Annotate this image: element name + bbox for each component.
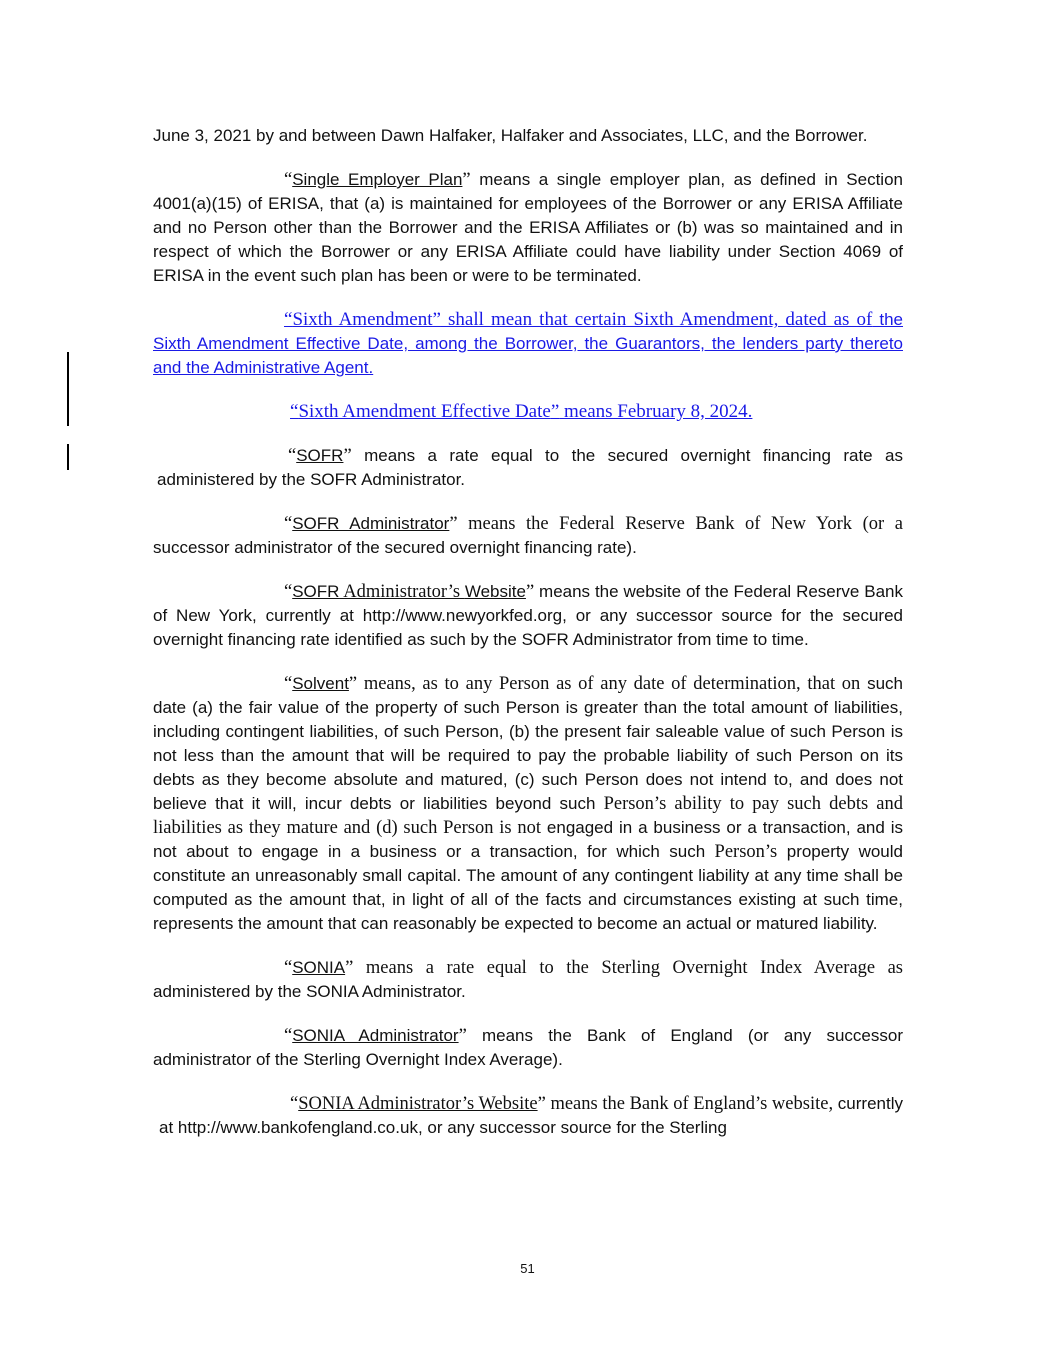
definition-sonia-administrators-website: “SONIA Administrator’s Website” means the Bank of England’s website, currently at http://www.bankofengland.co.uk, or any successor source for the Sterling bbox=[159, 1094, 903, 1137]
defined-term: Single Employer Plan bbox=[292, 170, 463, 189]
revision-change-bar bbox=[67, 352, 69, 426]
definition-sofr-administrator: “SOFR Administrator” means the Federal Reserve Bank of New York (or a successor administrator of the secured overnight financing rate). bbox=[153, 514, 904, 557]
definition-sixth-amendment-effective-date: “Sixth Amendment Effective Date” means February 8, 2024. bbox=[290, 401, 753, 422]
carryover-paragraph: June 3, 2021 by and between Dawn Halfaker, Halfaker and Associates, LLC, and the Borrower. bbox=[153, 126, 868, 145]
revision-change-bar bbox=[67, 444, 69, 470]
document-page bbox=[153, 124, 903, 1160]
definition-sixth-amendment: “Sixth Amendment” shall mean that certain Sixth Amendment, dated as of the Sixth Amendment Effective Date, among the Borrower, the Guarantors, the lenders party thereto and the Administrative Agent. bbox=[153, 309, 904, 377]
definition-sofr-administrators-website: “SOFR Administrator’s Website” means the website of the Federal Reserve Bank of New York, currently at http://www.newyorkfed.org, or any successor source for the secured overnight financing rate identified as such by the SOFR Administrator from time to time. bbox=[153, 582, 904, 649]
defined-term: SOFR Administrator’s Website bbox=[292, 582, 526, 602]
definition-solvent: “Solvent” means, as to any Person as of any date of determination, that on such date (a) the fair value of the property of such Person is greater than the total amount of liabilities, including contingent liabilities, of such Person, (b) the present fair saleable value of such Person is not less than the amount that will be required to pay the probable liability of such Person on its debts as they become absolute and matured, (c) such Person does not intend to, and does not believe that it will, incur debts or liabilities beyond such Person’s ability to pay such debts and liabilities as they mature and (d) such Person is not engaged in a business or a transaction, and is not about to engage in a business or a transaction, for which such Person’s property would constitute an unreasonably small capital. The amount of any contingent liability at any time shall be computed as the amount that, in light of all of the facts and circumstances existing at such time, represents the amount that can reasonably be expected to become an actual or matured liability. bbox=[153, 674, 903, 933]
page-number: 51 bbox=[520, 1261, 535, 1276]
definition-sonia-administrator: “SONIA Administrator” means the Bank of England (or any successor administrator of the Sterling Overnight Index Average). bbox=[153, 1026, 904, 1069]
defined-term: SOFR bbox=[296, 446, 344, 465]
defined-term: Sixth Amendment Effective Date bbox=[298, 401, 551, 422]
defined-term: SONIA Administrator bbox=[292, 1026, 459, 1045]
defined-term: Solvent bbox=[292, 674, 349, 693]
defined-term: Sixth Amendment bbox=[292, 309, 433, 330]
defined-term: SONIA bbox=[292, 958, 346, 977]
defined-term: SONIA Administrator’s Website bbox=[298, 1094, 538, 1114]
defined-term: SOFR Administrator bbox=[292, 514, 450, 533]
definition-sonia: “SONIA” means a rate equal to the Sterling Overnight Index Average as administered by the SONIA Administrator. bbox=[153, 958, 903, 1001]
definition-sofr: “SOFR” means a rate equal to the secured overnight financing rate as administered by the SOFR Administrator. bbox=[157, 446, 903, 489]
definition-single-employer-plan: “Single Employer Plan” means a single employer plan, as defined in Section 4001(a)(15) of ERISA, that (a) is maintained for employees of the Borrower or any ERISA Affiliate and no Person other than the Borrower and the ERISA Affiliates or (b) was so maintained and in respect of which the Borrower or any ERISA Affiliate could have liability under Section 4069 of ERISA in the event such plan has been or were to be terminated. bbox=[153, 170, 903, 285]
